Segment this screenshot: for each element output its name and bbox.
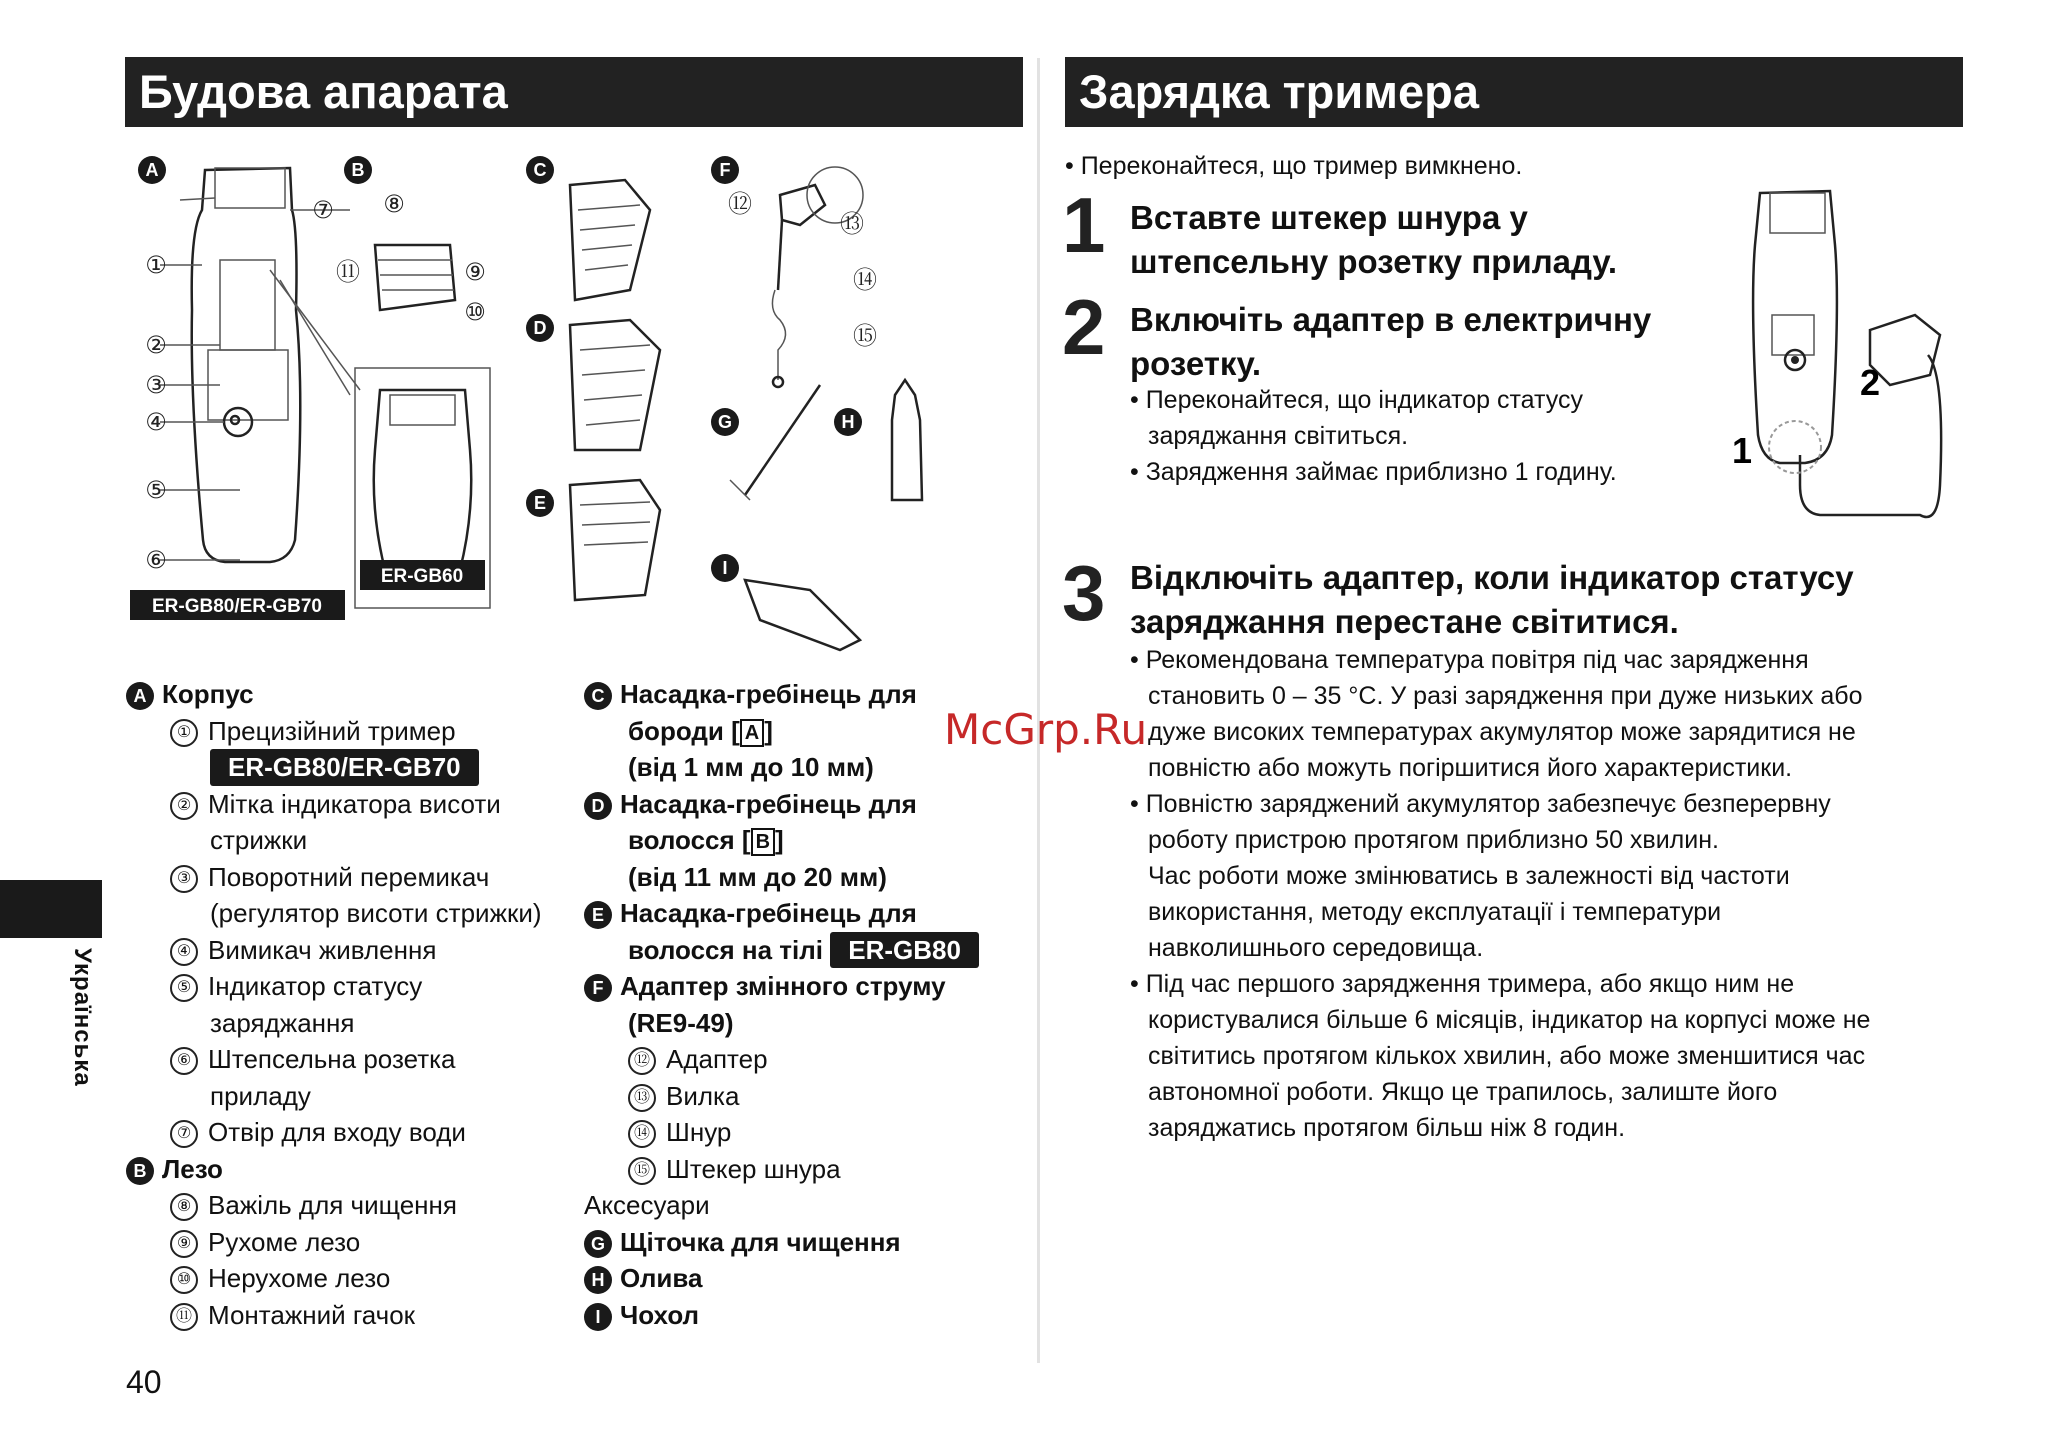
callout-9: ⑨	[464, 258, 486, 286]
callout-7: ⑦	[312, 196, 334, 224]
badge-c: C	[533, 160, 547, 180]
badge-g: G	[717, 412, 733, 432]
part-10: Нерухоме лезо	[208, 1263, 391, 1293]
callout-10: ⑩	[464, 298, 486, 326]
badge-d: D	[533, 318, 547, 338]
step-3-text: Відключіть адаптер, коли індикатор статусу заряджання перестане світитися.	[1130, 559, 1854, 640]
part-3: Поворотний перемикач	[208, 861, 490, 892]
language-tab	[0, 880, 102, 938]
callout-4: ④	[145, 408, 167, 436]
callout-15: ⑮	[853, 322, 877, 350]
model-label-gb80: ER-GB80/ER-GB70	[152, 596, 322, 617]
oil-bottle-illustration	[892, 380, 922, 500]
callout-6: ⑥	[145, 546, 167, 574]
callout-5: ⑤	[145, 476, 167, 504]
part-6: Штепсельна розетка	[208, 1044, 456, 1074]
right-section-title: Зарядка тримера	[1065, 57, 1963, 127]
callout-13: ⑬	[840, 210, 864, 238]
charging-illustration	[1720, 185, 1960, 525]
part-4: Вимикач живлення	[208, 934, 437, 965]
part-c: Насадка-гребінець для	[620, 679, 917, 709]
page-number: 40	[126, 1364, 162, 1400]
watermark: McGrp.Ru	[944, 705, 1148, 754]
language-label: Українська	[69, 948, 96, 1087]
accessories-heading: Аксесуари	[584, 1190, 710, 1220]
charge-label-1: 1	[1732, 430, 1753, 471]
part-9: Рухоме лезо	[208, 1226, 361, 1257]
badge-a: A	[145, 160, 159, 180]
badge-i: I	[722, 558, 728, 578]
pouch-illustration	[745, 580, 860, 650]
trimmer-parts-diagram	[120, 150, 1020, 670]
step-1-number: 1	[1062, 181, 1106, 269]
model-label-gb60: ER-GB60	[380, 566, 464, 587]
part-d: Насадка-гребінець для	[620, 788, 917, 819]
part-7: Отвір для входу води	[208, 1117, 466, 1147]
badge-e: E	[533, 493, 547, 513]
step-3-number: 3	[1062, 549, 1106, 637]
trimmer-body-illustration	[160, 168, 360, 562]
callout-1: ①	[145, 251, 167, 279]
step-1-text: Вставте штекер шнура у штепсельну розетку приладу.	[1130, 199, 1617, 280]
cleaning-brush-illustration	[745, 385, 820, 495]
step-2-notes: • Переконайтеся, що індикатор статусу заряджання світиться. • Зарядження займає приблизно 1 годину.	[1130, 386, 1617, 486]
charge-label-2: 2	[1860, 362, 1881, 403]
callout-2: ②	[145, 331, 167, 359]
badge-b: B	[351, 160, 365, 180]
part-e: Насадка-гребінець для	[620, 898, 917, 928]
part-h: Олива	[620, 1263, 703, 1293]
callout-11: ⑪	[336, 258, 360, 286]
beard-comb-illustration	[570, 180, 650, 300]
hair-comb-illustration	[570, 320, 660, 450]
ac-adapter-illustration	[772, 167, 863, 387]
part-11: Монтажний гачок	[208, 1299, 416, 1330]
part-12: Адаптер	[666, 1044, 768, 1074]
left-section-title: Будова апарата	[125, 57, 1023, 127]
part-i: Чохол	[620, 1299, 700, 1330]
callout-14: ⑭	[853, 266, 877, 294]
part-8: Важіль для чищення	[208, 1190, 457, 1220]
badge-a-list: A	[126, 682, 154, 710]
model-badge-gb80: ER-GB80/ER-GB70	[210, 749, 479, 786]
part-f: Адаптер змінного струму	[620, 971, 946, 1001]
parts-list-middle: C Насадка-гребінець для бороди [ A ] (від 1 мм до 10 мм) D Насадка-гребінець для волосся [ B ] (від 11 мм до 20 мм) E Насадка-гребінець для волосся на тілі ER-GB80 F Адаптер змінного струму (RE9-49) ⑫ Адаптер ⑬ Вилка ⑭ Шнур ⑮ Штекер шнура Аксесуари G Щіточка для чищення H Олива I Чохол	[584, 676, 979, 1333]
step-3-notes: • Рекомендована температура повітря під час зарядження становить 0 – 35 °C. У разі зарядження при дуже низьких або дуже високих температурах акумулятор може зарядитися не повністю або можуть погіршитися його характеристики. • Повністю заряджений акумулятор забезпечує безперервну роботу пристрою протягом приблизно 50 хвилин. Час роботи може змінюватись в залежності від частоти використання, методу експлуатації і температури навколишнього середовища. • Під час першого зарядження тримера, або якщо ним не користувалися більше 6 місяців, індикатор на корпусі може не світитись протягом кількох хвилин, або може зменшитися час автономної роботи. Якщо це трапилось, залиште його заряджатись протягом більш ніж 8 годин.	[1130, 646, 1871, 1142]
part-14: Шнур	[666, 1117, 732, 1147]
badge-f: F	[719, 160, 731, 180]
part-g: Щіточка для чищення	[620, 1226, 901, 1257]
part-a-heading: Корпус	[162, 679, 254, 709]
step-2-number: 2	[1062, 283, 1106, 371]
step-2-text: Включіть адаптер в електричну розетку.	[1130, 301, 1652, 382]
part-15: Штекер шнура	[666, 1153, 841, 1184]
charging-intro: • Переконайтеся, що тример вимкнено.	[1065, 152, 1523, 180]
callout-12: ⑫	[728, 190, 752, 218]
part-5: Індикатор статусу	[208, 971, 423, 1001]
part-1: Прецизійний тример	[208, 715, 456, 746]
parts-list-left: A Корпус ① Прецизійний тример ER-GB80/ER-GB70 ② Мітка індикатора висоти стрижки ③ Поворотний перемикач (регулятор висоти стрижки) ④ Вимикач живлення ⑤ Індикатор статусу заряджання ⑥ Штепсельна розетка приладу ⑦ Отвір для входу води B Лезо ⑧ Важіль для чищення ⑨ Рухоме лезо ⑩ Нерухоме лезо ⑪ Монтажний гачок	[126, 676, 542, 1333]
callout-8: ⑧	[383, 190, 405, 218]
model-badge-e: ER-GB80	[830, 932, 979, 969]
badge-h: H	[841, 412, 855, 432]
part-13: Вилка	[666, 1080, 740, 1111]
part-2: Мітка індикатора висоти	[208, 788, 501, 819]
callout-3: ③	[145, 371, 167, 399]
body-comb-illustration	[570, 480, 660, 600]
part-b-heading: Лезо	[162, 1153, 223, 1184]
